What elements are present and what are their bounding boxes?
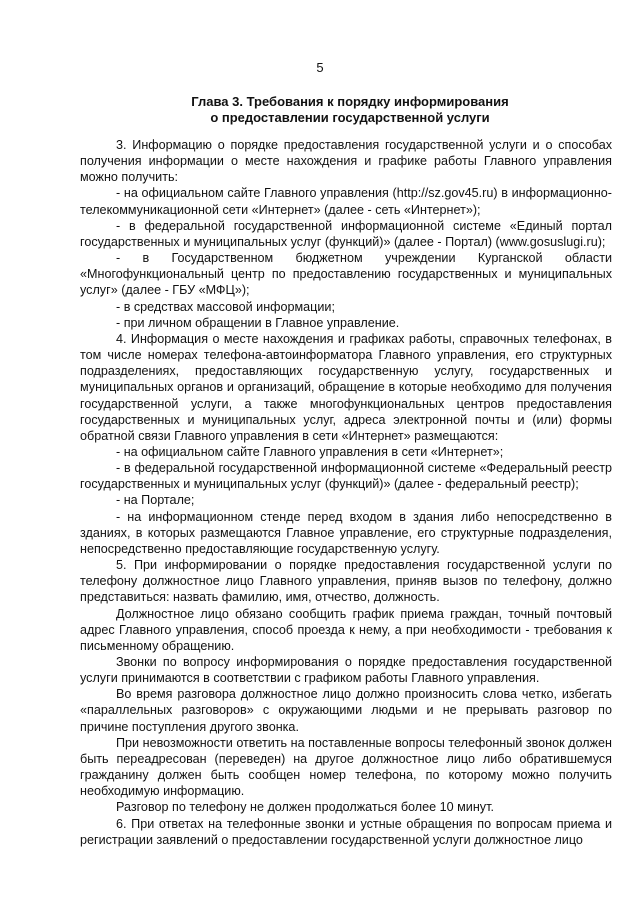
paragraph: - на официальном сайте Главного управления (http://sz.gov45.ru) в информационно-телекоммуникационной сети «Интернет» (далее - сеть «Интернет»); [80, 186, 612, 217]
paragraph: - в Государственном бюджетном учреждении Курганской области «Многофункциональный центр по предоставлению государственных и муниципальных услуг» (далее - ГБУ «МФЦ»); [80, 251, 612, 298]
paragraph: - в федеральной государственной информационной системе «Федеральный реестр государственных и муниципальных услуг (функций)» (далее - федеральный реестр); [80, 461, 612, 492]
paragraph: 3. Информацию о порядке предоставления государственной услуги и о способах получения информации о месте нахождения и графике работы Главного управления можно получить: [80, 138, 612, 185]
paragraph: При невозможности ответить на поставленные вопросы телефонный звонок должен быть переадресован (переведен) на другое должностное лицо либо обратившемуся гражданину должен быть сообщен номер телефона, по которому можно получить необходимую информацию. [80, 735, 612, 799]
paragraph: 6. При ответах на телефонные звонки и устные обращения по вопросам приема и регистрации заявлений о предоставлении государственной услуги должностное лицо [80, 816, 612, 847]
chapter-title [110, 94, 590, 126]
paragraph: Должностное лицо обязано сообщить график приема граждан, точный почтовый адрес Главного управления, способ проезда к нему, а при необходимости - требования к письменному обращению. [80, 606, 612, 653]
page-number: 5 [316, 60, 324, 75]
paragraph: - в средствах массовой информации; [116, 299, 335, 314]
paragraph: 4. Информация о месте нахождения и графиках работы, справочных телефонах, в том числе номерах телефона-автоинформатора Главного управления, его структурных подразделениях, предоставляющих государственную услугу, государственных и муниципальных органов и организаций, обращение в которые необходимо для получения государственной услуги, а также многофункциональных центров предоставления государственных и муниципальных услуг, адреса электронной почты и (или) формы обратной связи Главного управления в сети «Интернет» размещаются: [80, 331, 612, 443]
paragraph: - на Портале; [116, 493, 195, 508]
paragraph: Звонки по вопросу информирования о порядке предоставления государственной услуги принимаются в соответствии с графиком работы Главного управления. [80, 655, 612, 686]
paragraph: 5. При информировании о порядке предоставления государственной услуги по телефону должностное лицо Главного управления, приняв вызов по телефону, должно представиться: назвать фамилию, имя, отчество, должность. [80, 558, 612, 605]
paragraph: Разговор по телефону не должен продолжаться более 10 минут. [116, 800, 494, 815]
document-body [80, 137, 612, 848]
chapter-title-line-1: Глава 3. Требования к порядку информирования [191, 94, 509, 109]
paragraph: - в федеральной государственной информационной системе «Единый портал государственных и муниципальных услуг (функций)» (далее - Портал) (www.gosuslugi.ru); [80, 218, 612, 249]
paragraph: - при личном обращении в Главное управление. [116, 315, 400, 330]
paragraph: - на информационном стенде перед входом в здания либо непосредственно в зданиях, в которых размещаются Главное управление, его структурные подразделения, непосредственно предоставляющие государственную услугу. [80, 509, 612, 556]
chapter-title-line-2: о предоставлении государственной услуги [210, 110, 490, 125]
paragraph: - на официальном сайте Главного управления в сети «Интернет»; [116, 444, 504, 459]
paragraph: Во время разговора должностное лицо должно произносить слова четко, избегать «параллельных разговоров» с окружающими людьми и не прерывать разговор по причине поступления другого звонка. [80, 687, 612, 734]
